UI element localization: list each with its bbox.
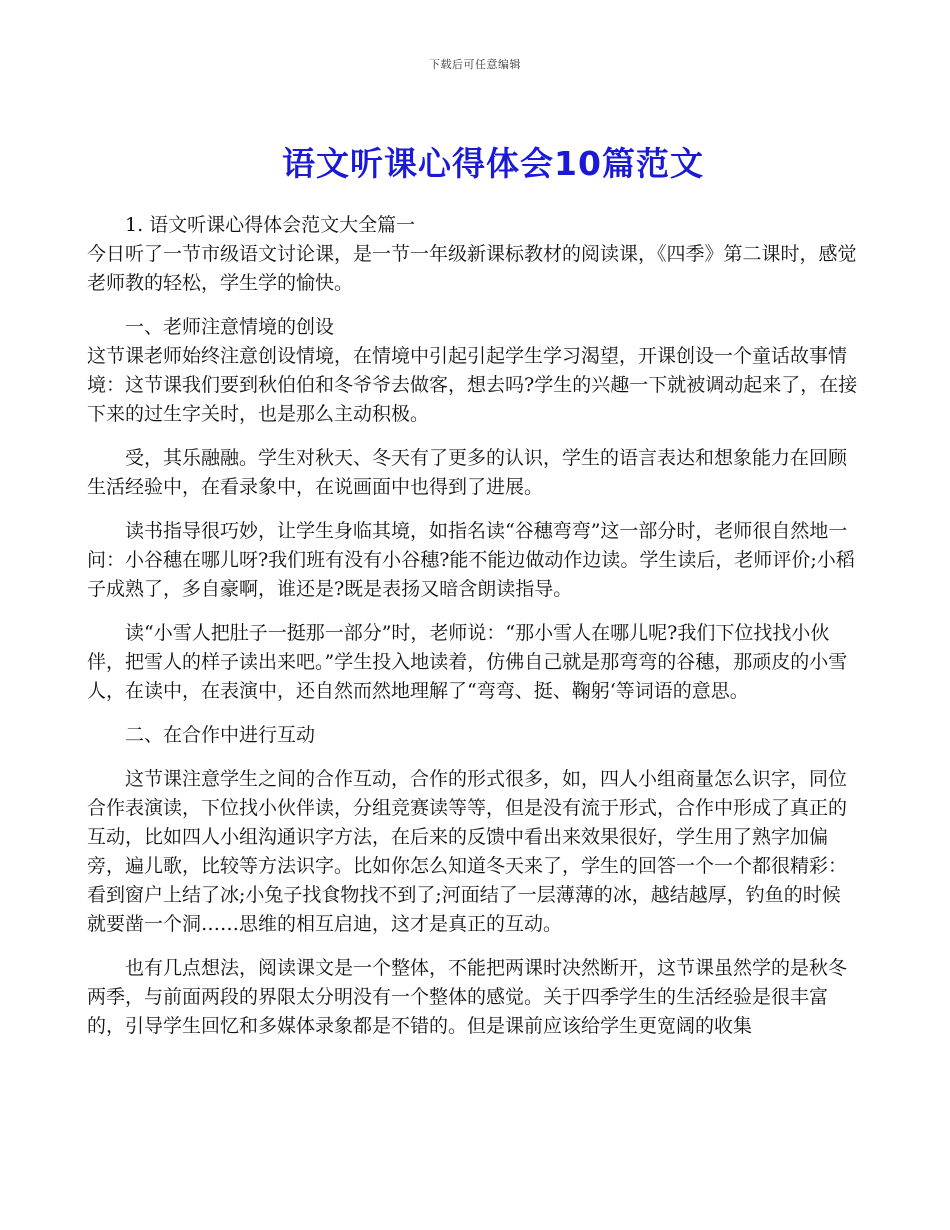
paragraph: 读书指导很巧妙，让学生身临其境，如指名读“谷穗弯弯”这一部分时，老师很自然地一问：小谷穗在哪儿呀?我们班有没有小谷穗?能不能边做动作边读。学生读后，老师评价;小稻子成熟了，多自豪啊，谁还是?既是表扬又暗含朗读指导。 <box>87 520 855 600</box>
paragraph: 也有几点想法，阅读课文是一个整体，不能把两课时决然断开，这节课虽然学的是秋冬两季，与前面两段的界限太分明没有一个整体的感觉。关于四季学生的生活经验是很丰富的，引导学生回忆和多媒体录象都是不错的。但是课前应该给学生更宽阔的收集 <box>87 957 848 1037</box>
document-body <box>87 211 859 1056</box>
paragraph: 这节课老师始终注意创设情境，在情境中引起引起学生学习渴望，开课创设一个童话故事情境：这节课我们要到秋伯伯和冬爷爷去做客，想去吗?学生的兴趣一下就被调动起来了，在接下来的过生字关时，也是那么主动积极。 <box>87 345 858 425</box>
paragraph: 受，其乐融融。学生对秋天、冬天有了更多的认识，学生的语言表达和想象能力在回顾生活经验中，在看录象中，在说画面中也得到了进展。 <box>87 447 848 498</box>
paragraph: 一、老师注意情境的创设 <box>125 316 335 338</box>
paragraph: 1. 语文听课心得体会范文大全篇一 <box>125 214 416 236</box>
paragraph: 二、在合作中进行互动 <box>125 724 316 746</box>
paragraph: 今日听了一节市级语文讨论课，是一节一年级新课标教材的阅读课，《四季》第二课时，感觉老师教的轻松，学生学的愉快。 <box>87 243 857 294</box>
paragraph: 读“小雪人把肚子一挺那一部分”时，老师说：“那小雪人在哪儿呢?我们下位找找小伙伴，把雪人的样子读出来吧。”学生投入地读着，仿佛自己就是那弯弯的谷穗，那顽皮的小雪人，在读中，在表演中，还自然而然地理解了“弯弯、挺、鞠躬‘等词语的意思。 <box>87 622 848 702</box>
document-title: 语文听课心得体会10篇范文 <box>282 144 704 183</box>
header-note: 下载后可任意编辑 <box>429 58 521 71</box>
paragraph: 这节课注意学生之间的合作互动，合作的形式很多，如，四人小组商量怎么识字，同位合作表演读，下位找小伙伴读，分组竞赛读等等，但是没有流于形式，合作中形成了真正的互动，比如四人小组沟通识字方法，在后来的反馈中看出来效果很好，学生用了熟字加偏旁，遍儿歌，比较等方法识字。比如你怎么知道冬天来了，学生的回答一个一个都很精彩：看到窗户上结了冰;小兔子找食物找不到了;河面结了一层薄薄的冰，越结越厚，钓鱼的时候就要凿一个洞……思维的相互启迪，这才是真正的互动。 <box>87 768 848 935</box>
